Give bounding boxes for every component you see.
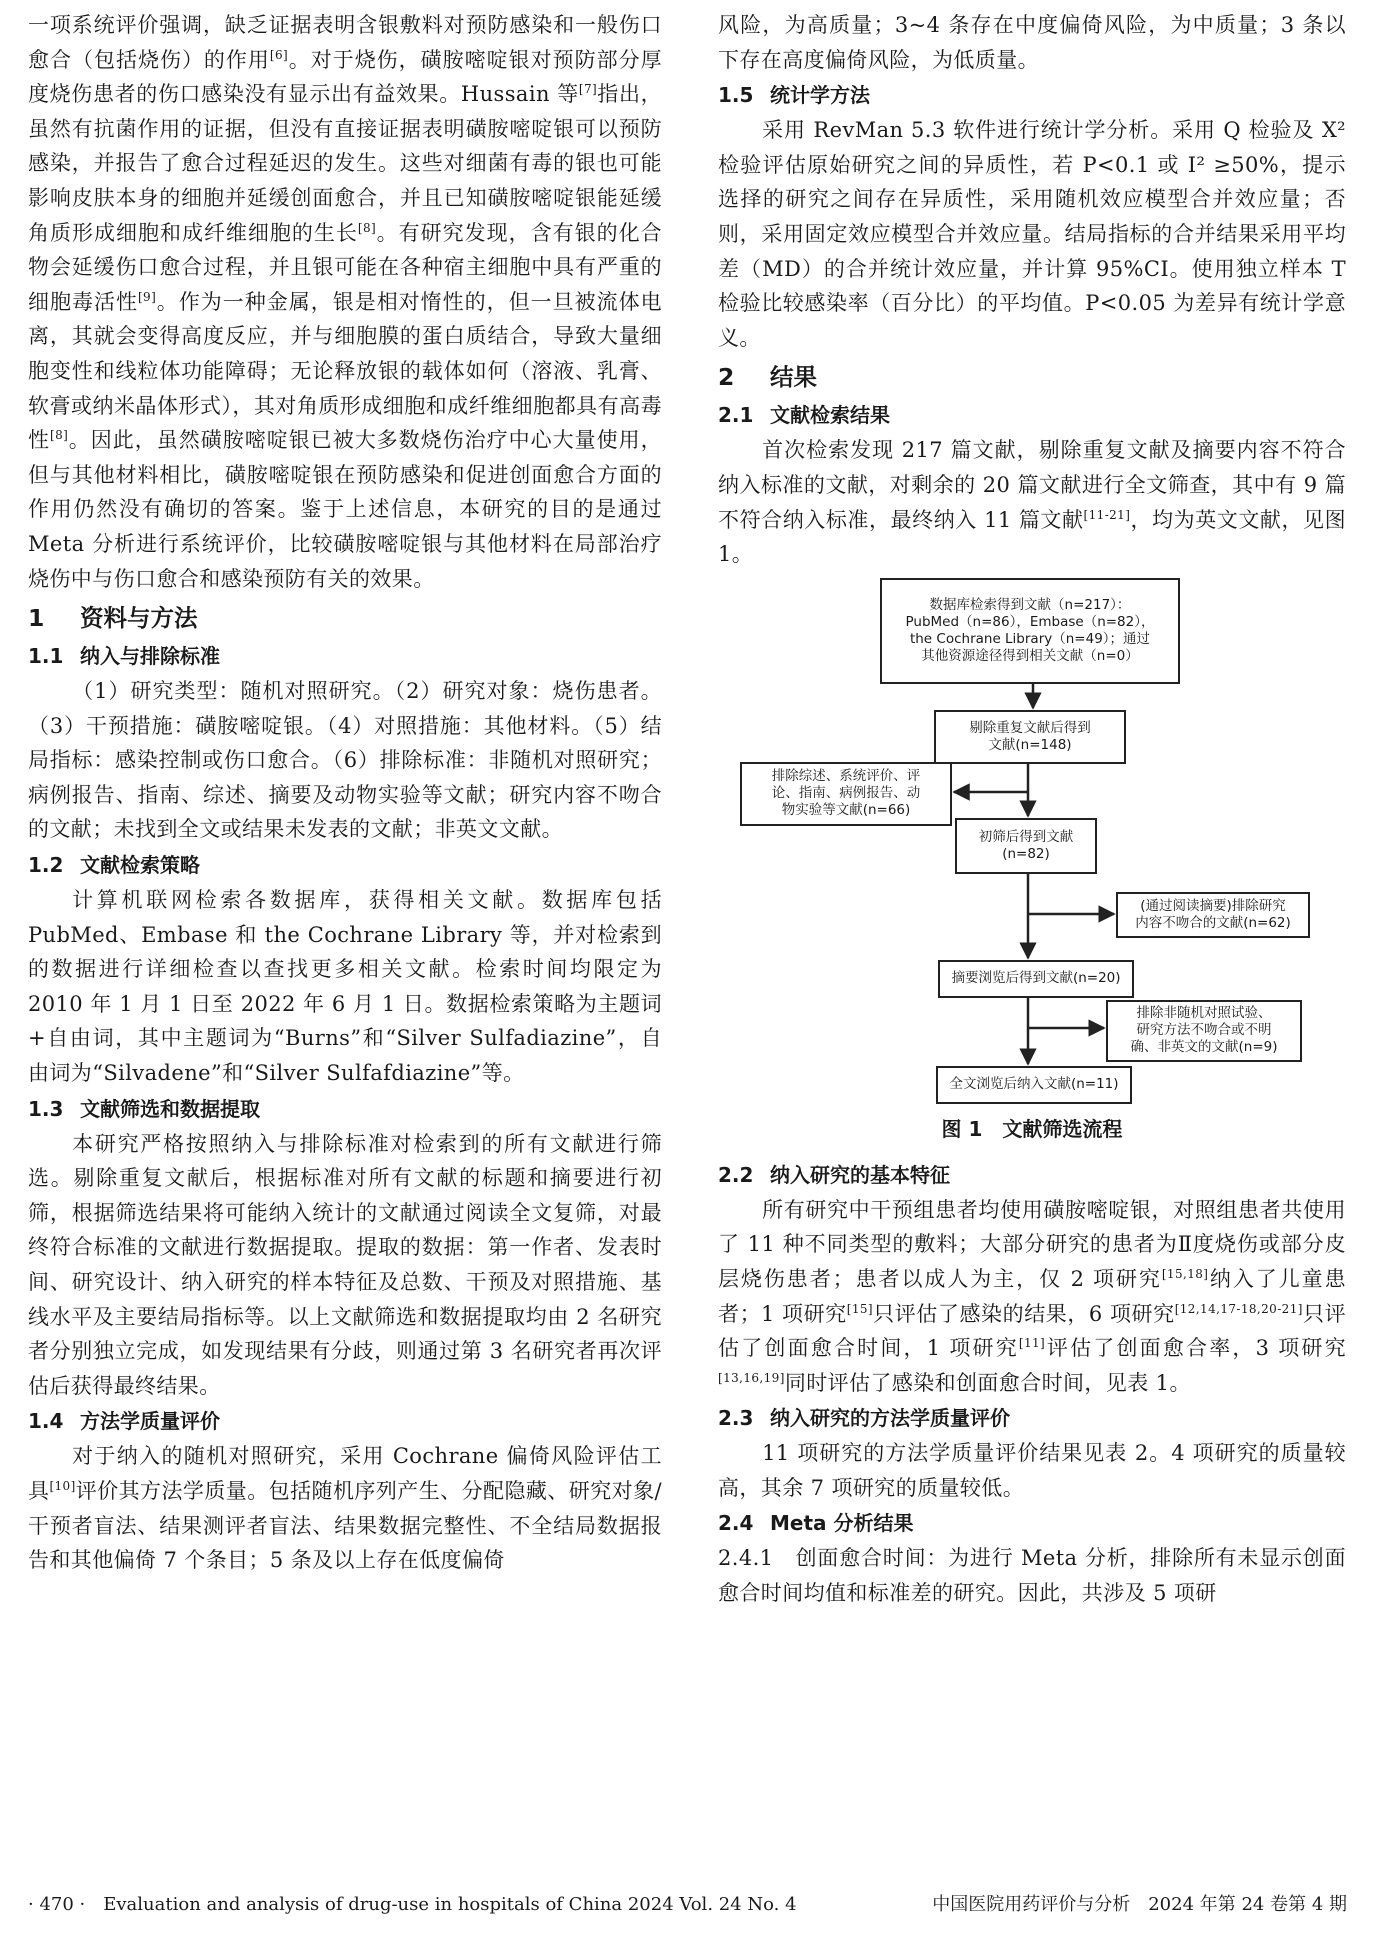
- body-paragraph: 风险，为高质量；3~4 条存在中度偏倚风险，为中质量；3 条以下存在高度偏倚风险，为低质量。: [718, 13, 1346, 72]
- citation: [15]: [846, 1301, 873, 1316]
- body-paragraph: （1）研究类型：随机对照研究。（2）研究对象：烧伤患者。（3）干预措施：磺胺嘧啶银。（4）对照措施：其他材料。（5）结局指标：感染控制或伤口愈合。（6）排除标准：非随机对照研究；病例报告、指南、综述、摘要及动物实验等文献；研究内容不吻合的文献；未找到全文或结果未发表的文献；非英文文献。: [28, 679, 662, 842]
- citation: [12,14,17-18,20-21]: [1174, 1301, 1303, 1316]
- flow-box-initial-screening: 初筛后得到文献 (n=82): [955, 818, 1097, 874]
- body-paragraph: 采用 RevMan 5.3 软件进行统计学分析。采用 Q 检验及 X² 检验评估原始研究之间的异质性，若 P<0.1 或 I² ≥50%，提示选择的研究之间存在异质性，采用随机效应模型合并效应量；否则，采用固定效应模型合并效应量。结局指标的合并结果采用平均差（MD）的合并统计效应量，并计算 95%CI。使用独立样本 T 检验比较感染率（百分比）的平均值。P<0.05 为差异有统计学意义。: [718, 118, 1346, 350]
- citation: [13,16,19]: [718, 1370, 785, 1385]
- subsection-heading: 1.2 文献检索策略: [28, 853, 200, 878]
- right-column: [718, 8, 1346, 1611]
- body-paragraph: 对于纳入的随机对照研究，采用 Cochrane 偏倚风险评估工具[10]评价其方法学质量。包括随机序列产生、分配隐藏、研究对象/干预者盲法、结果测评者盲法、结果数据完整性、不全结局数据报告和其他偏倚 7 个条目；5 条及以上存在低度偏倚: [28, 1444, 662, 1573]
- subsection-heading: 2.1 文献检索结果: [718, 403, 890, 428]
- citation: [9]: [137, 289, 157, 304]
- citation: [10]: [49, 1478, 76, 1493]
- subsection-heading: 1.5 统计学方法: [718, 83, 870, 108]
- body-paragraph: 11 项研究的方法学质量评价结果见表 2。4 项研究的质量较高，其余 7 项研究的质量较低。: [718, 1441, 1346, 1500]
- citation: [7]: [578, 82, 598, 97]
- figure-caption: 图 1 文献筛选流程: [941, 1116, 1123, 1141]
- page-footer-left: · 470 · Evaluation and analysis of drug-use in hospitals of China 2024 Vol. 24 No. 4: [28, 1894, 797, 1915]
- flow-box-deduplicated: 剔除重复文献后得到 文献(n=148): [934, 710, 1126, 764]
- flow-diagram-figure: [718, 578, 1346, 1143]
- subsection-heading: 1.1 纳入与排除标准: [28, 644, 220, 669]
- body-paragraph: 首次检索发现 217 篇文献，剔除重复文献及摘要内容不符合纳入标准的文献，对剩余的 20 篇文献进行全文筛查，其中有 9 篇不符合纳入标准，最终纳入 11 篇文献[11-21]，均为英文文献，见图 1。: [718, 438, 1347, 567]
- subsection-heading: 1.3 文献筛选和数据提取: [28, 1096, 260, 1121]
- flow-box-abstract-browsed: 摘要浏览后得到文献(n=20): [938, 960, 1134, 998]
- body-paragraph: 2.4.1 创面愈合时间：为进行 Meta 分析，排除所有未显示创面愈合时间均值和标准差的研究。因此，共涉及 5 项研: [718, 1546, 1346, 1606]
- subsection-heading: 2.3 纳入研究的方法学质量评价: [718, 1406, 1010, 1431]
- flow-box-excluded-nonrandom: 排除非随机对照试验、 研究方法不吻合或不明 确、非英文的文献(n=9): [1106, 1000, 1302, 1062]
- section-heading: 2 结果: [718, 363, 817, 392]
- flow-box-excluded-abstract: (通过阅读摘要)排除研究 内容不吻合的文献(n=62): [1116, 892, 1310, 938]
- page-footer-right: 中国医院用药评价与分析 2024 年第 24 卷第 4 期: [932, 1894, 1347, 1915]
- citation: [11]: [1018, 1336, 1046, 1351]
- subsection-heading: 2.4 Meta 分析结果: [718, 1511, 914, 1536]
- body-paragraph: 计算机联网检索各数据库，获得相关文献。数据库包括 PubMed、Embase 和 the Cochrane Library 等，并对检索到的数据进行详细检查以查找更多相关文献。检索时间均限定为 2010 年 1 月 1 日至 2022 年 6 月 1 日。数据检索策略为主题词+自由词，其中主题词为“Burns”和“Silver Sulfadiazine”，自由词为“Silvadene”和“Silver Sulfafdiazine”等。: [28, 888, 662, 1086]
- citation: [8]: [357, 220, 377, 235]
- body-paragraph: 所有研究中干预组患者均使用磺胺嘧啶银，对照组患者共使用了 11 种不同类型的敷料；大部分研究的患者为Ⅱ度烧伤或部分皮层烧伤患者；患者以成人为主，仅 2 项研究[15,18]纳入了儿童患者；1 项研究[15]只评估了感染的结果，6 项研究[12,14,17-18,20-21]只评估了创面愈合时间，1 项研究[11]评估了创面愈合率，3 项研究[13,16,19]同时评估了感染和创面愈合时间，见表 1。: [718, 1197, 1347, 1395]
- section-heading: 1 资料与方法: [28, 604, 198, 633]
- citation: [6]: [269, 47, 289, 62]
- subsection-heading: 1.4 方法学质量评价: [28, 1409, 220, 1434]
- flow-box-database-search: 数据库检索得到文献（n=217）： PubMed（n=86），Embase（n=82）， the Cochrane Library（n=49）；通过 其他资源途径得到相关文献（n=0）: [880, 578, 1180, 684]
- subsection-heading: 2.2 纳入研究的基本特征: [718, 1162, 950, 1187]
- body-paragraph: 本研究严格按照纳入与排除标准对检索到的所有文献进行筛选。剔除重复文献后，根据标准对所有文献的标题和摘要进行初筛，根据筛选结果将可能纳入统计的文献通过阅读全文复筛，对最终符合标准的文献进行数据提取。提取的数据：第一作者、发表时间、研究设计、纳入研究的样本特征及总数、干预及对照措施、基线水平及主要结局指标等。以上文献筛选和数据提取均由 2 名研究者分别独立完成，如发现结果有分歧，则通过第 3 名研究者再次评估后获得最终结果。: [28, 1131, 662, 1398]
- citation: [15,18]: [1161, 1266, 1209, 1281]
- left-column: [28, 8, 662, 1578]
- flow-box-excluded-reviews: 排除综述、系统评价、评 论、指南、病例报告、动 物实验等文献(n=66): [740, 762, 952, 826]
- citation: [11-21]: [1083, 507, 1131, 522]
- intro-paragraph: 一项系统评价强调，缺乏证据表明含银敷料对预防感染和一般伤口愈合（包括烧伤）的作用[6]。对于烧伤，磺胺嘧啶银对预防部分厚度烧伤患者的伤口感染没有显示出有益效果。Hussain 等[7]指出，虽然有抗菌作用的证据，但没有直接证据表明磺胺嘧啶银可以预防感染，并报告了愈合过程延迟的发生。这些对细菌有毒的银也可能影响皮肤本身的细胞并延缓创面愈合，并且已知磺胺嘧啶银能延缓角质形成细胞和成纤维细胞的生长[8]。有研究发现，含有银的化合物会延缓伤口愈合过程，并且银可能在各种宿主细胞中具有严重的细胞毒活性[9]。作为一种金属，银是相对惰性的，但一旦被流体电离，其就会变得高度反应，并与细胞膜的蛋白质结合，导致大量细胞变性和线粒体功能障碍；无论释放银的载体如何（溶液、乳膏、软膏或纳米晶体形式），其对角质形成细胞和成纤维细胞都具有高毒性[8]。因此，虽然磺胺嘧啶银已被大多数烧伤治疗中心大量使用，但与其他材料相比，磺胺嘧啶银在预防感染和促进创面愈合方面的作用仍然没有确切的答案。鉴于上述信息，本研究的目的是通过 Meta 分析进行系统评价，比较磺胺嘧啶银与其他材料在局部治疗烧伤中与伤口愈合和感染预防有关的效果。: [28, 13, 663, 591]
- citation: [8]: [50, 428, 69, 443]
- flow-box-included: 全文浏览后纳入文献(n=11): [936, 1066, 1132, 1104]
